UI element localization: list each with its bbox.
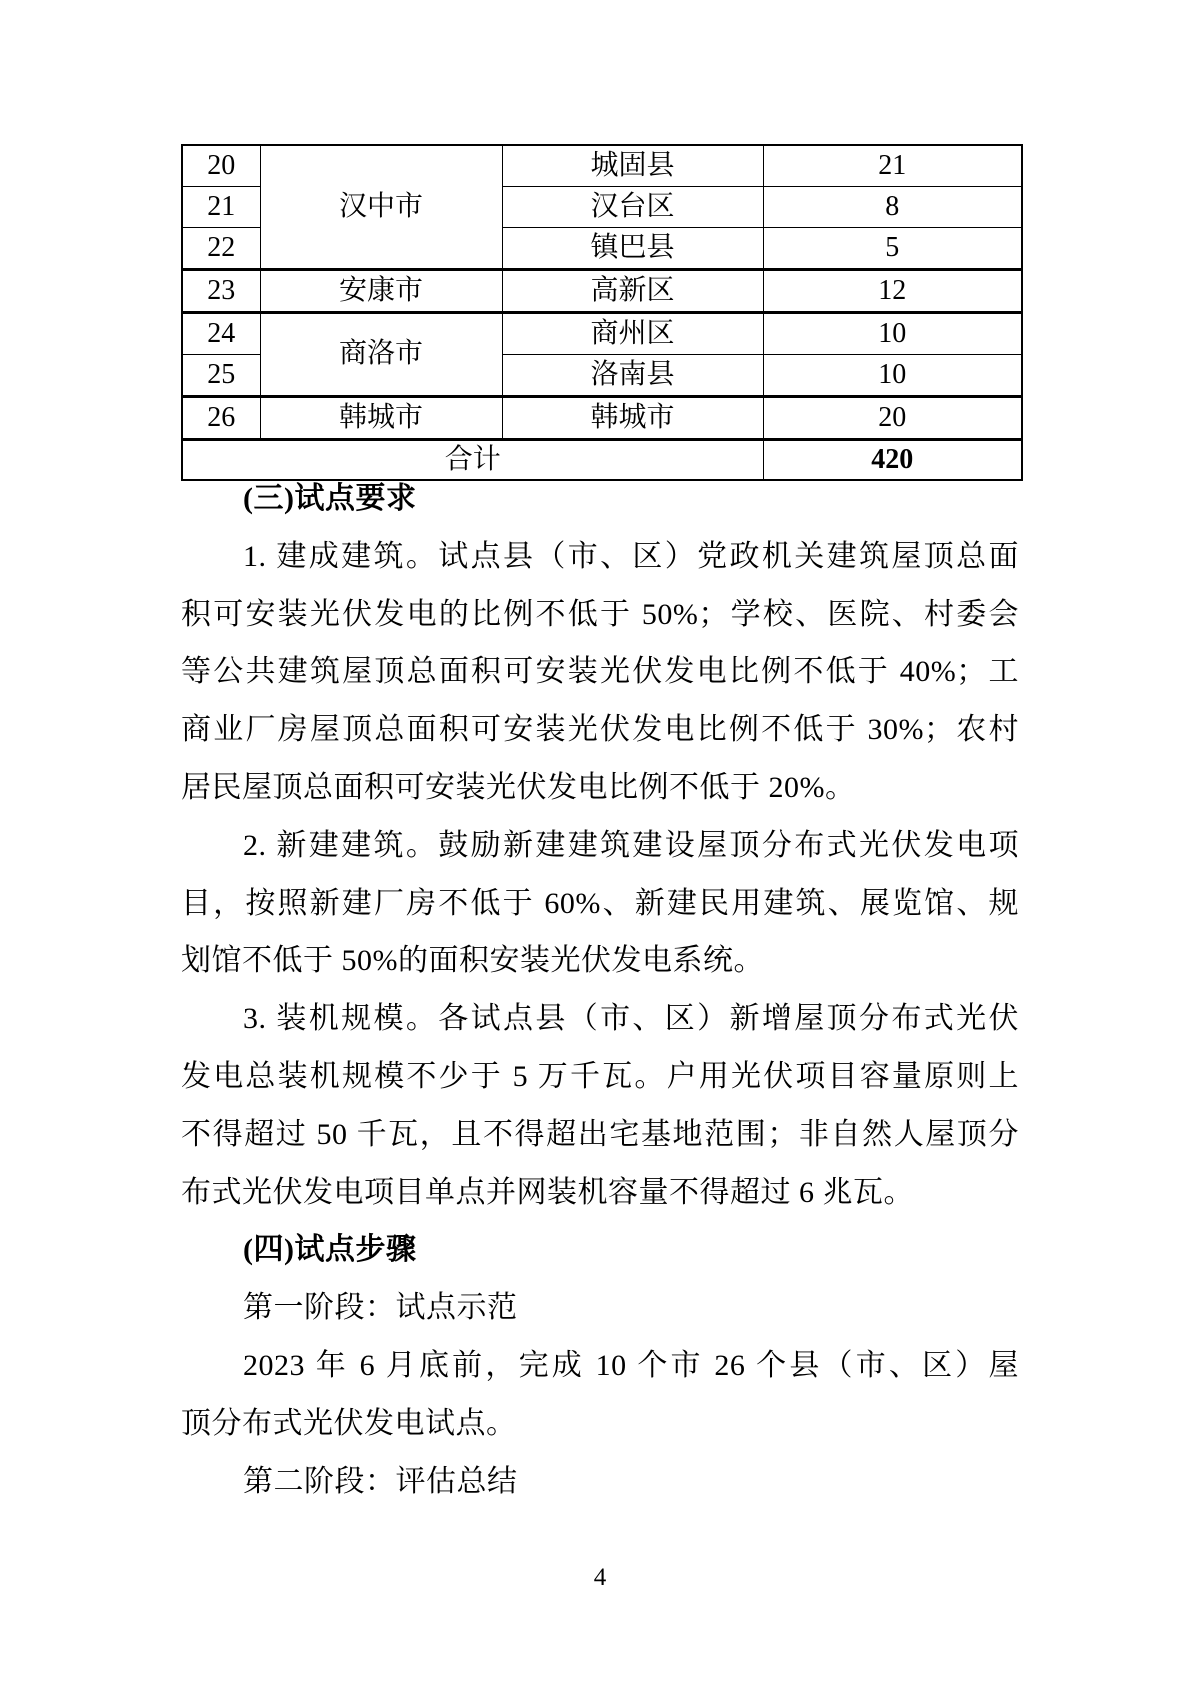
count-cell: 5: [763, 228, 1022, 270]
total-label-cell: 合计: [182, 440, 763, 481]
seq-cell: 22: [182, 228, 260, 270]
seq-cell: 20: [182, 145, 260, 187]
county-cell: 商州区: [502, 313, 763, 355]
paragraph-line: 顶分布式光伏发电试点。: [181, 1406, 517, 1440]
pilot-counties-table: [181, 144, 1023, 481]
paragraph-line: 目，按照新建厂房不低于 60%、新建民用建筑、展览馆、规: [181, 886, 1019, 920]
county-cell: 高新区: [502, 270, 763, 313]
seq-cell: 23: [182, 270, 260, 313]
document-body: [181, 470, 1019, 1510]
paragraph-line: 第二阶段：评估总结: [243, 1464, 518, 1498]
seq-cell: 26: [182, 397, 260, 440]
section-heading: (三)试点要求: [243, 482, 417, 515]
paragraph-line: 发电总装机规模不少于 5 万千瓦。户用光伏项目容量原则上: [181, 1059, 1019, 1093]
county-cell: 韩城市: [502, 397, 763, 440]
city-cell: 安康市: [260, 270, 502, 313]
paragraph-line: 第一阶段：试点示范: [243, 1291, 518, 1325]
paragraph-line: 2023 年 6 月底前，完成 10 个市 26 个县（市、区）屋: [243, 1348, 1019, 1382]
city-cell: 汉中市: [260, 145, 502, 270]
city-cell: 商洛市: [260, 313, 502, 397]
county-cell: 汉台区: [502, 187, 763, 228]
count-cell: 21: [763, 145, 1022, 187]
section-heading: (四)试点步骤: [243, 1233, 417, 1267]
page-number: 4: [593, 1564, 607, 1591]
count-cell: 10: [763, 355, 1022, 397]
count-cell: 20: [763, 397, 1022, 440]
count-cell: 8: [763, 187, 1022, 228]
seq-cell: 24: [182, 313, 260, 355]
count-cell: 10: [763, 313, 1022, 355]
county-cell: 镇巴县: [502, 228, 763, 270]
paragraph-line: 商业厂房屋顶总面积可安装光伏发电比例不低于 30%；农村: [181, 713, 1019, 747]
paragraph-line: 1. 建成建筑。试点县（市、区）党政机关建筑屋顶总面: [243, 539, 1019, 573]
paragraph-line: 布式光伏发电项目单点并网装机容量不得超过 6 兆瓦。: [181, 1175, 914, 1209]
paragraph-line: 积可安装光伏发电的比例不低于 50%；学校、医院、村委会: [181, 597, 1019, 631]
city-cell: 韩城市: [260, 397, 502, 440]
paragraph-line: 居民屋顶总面积可安装光伏发电比例不低于 20%。: [181, 770, 856, 804]
table-row: [182, 145, 1022, 187]
seq-cell: 25: [182, 355, 260, 397]
paragraph-line: 划馆不低于 50%的面积安装光伏发电系统。: [181, 944, 764, 978]
paragraph-line: 3. 装机规模。各试点县（市、区）新增屋顶分布式光伏: [243, 1002, 1019, 1036]
paragraph-line: 等公共建筑屋顶总面积可安装光伏发电比例不低于 40%；工: [181, 655, 1019, 689]
paragraph-line: 不得超过 50 千瓦，且不得超出宅基地范围；非自然人屋顶分: [181, 1117, 1019, 1151]
table-body: [182, 145, 1022, 480]
table-row: [182, 397, 1022, 440]
paragraph-line: 2. 新建建筑。鼓励新建建筑建设屋顶分布式光伏发电项: [243, 828, 1019, 862]
county-cell: 洛南县: [502, 355, 763, 397]
table-row: [182, 313, 1022, 355]
county-cell: 城固县: [502, 145, 763, 187]
total-value-cell: 420: [763, 440, 1022, 481]
count-cell: 12: [763, 270, 1022, 313]
seq-cell: 21: [182, 187, 260, 228]
table-row: [182, 270, 1022, 313]
